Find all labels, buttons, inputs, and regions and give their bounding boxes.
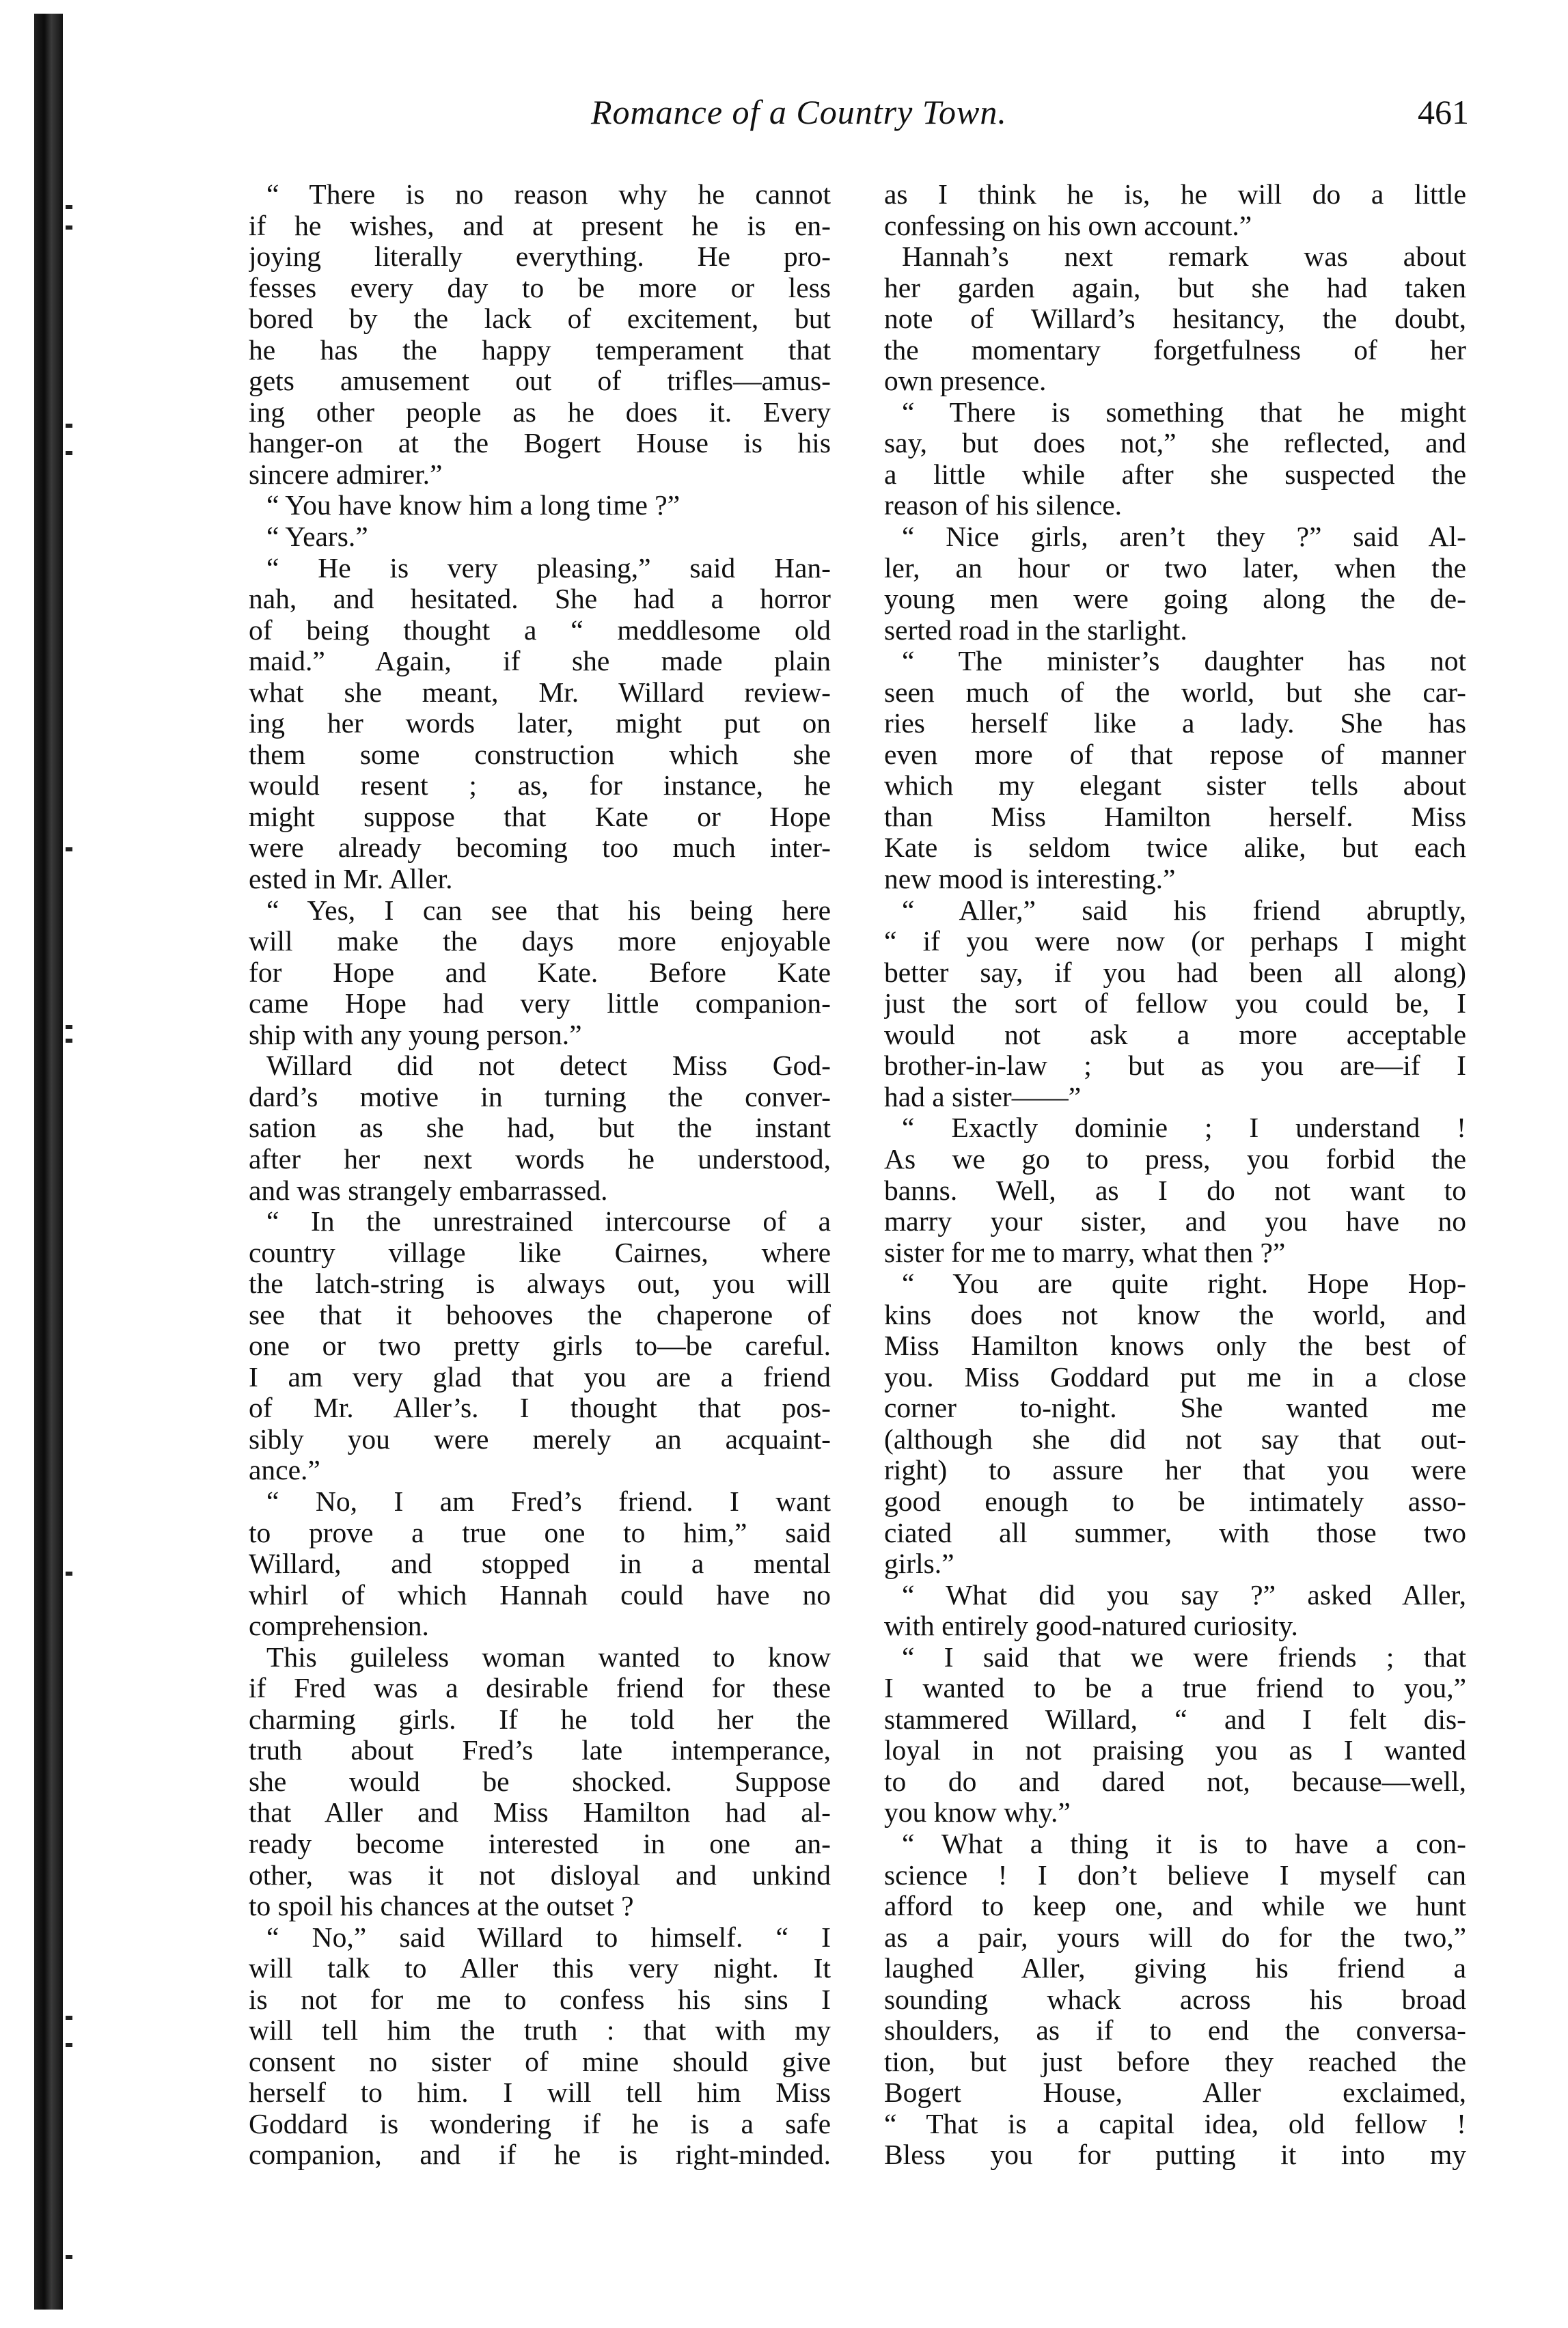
text-line: will tell him the truth : that with my bbox=[249, 2015, 831, 2046]
text-line: “ Years.” bbox=[266, 521, 368, 553]
text-line: a little while after she suspected the bbox=[884, 458, 1466, 490]
text-line: “ if you were now (or perhaps I might bbox=[884, 926, 1466, 957]
text-line: companion, and if he is right-minded. bbox=[249, 2139, 831, 2171]
text-line: shoulders, as if to end the conversa- bbox=[884, 2015, 1466, 2046]
text-line: Bless you for putting it into my bbox=[884, 2139, 1466, 2171]
text-line: confessing on his own account.” bbox=[884, 210, 1252, 241]
text-line: and was strangely embarrassed. bbox=[249, 1175, 608, 1206]
text-line: serted road in the starlight. bbox=[884, 614, 1187, 646]
text-line: sounding whack across his broad bbox=[884, 1984, 1466, 2015]
text-line: brother-in-law ; but as you are—if I bbox=[884, 1050, 1466, 1082]
text-line: (although she did not say that out- bbox=[884, 1423, 1466, 1455]
text-line: will talk to Aller this very night. It bbox=[249, 1953, 831, 1984]
running-header bbox=[246, 92, 1469, 140]
text-line: “ You are quite right. Hope Hop- bbox=[902, 1268, 1466, 1300]
text-line: sation as she had, but the instant bbox=[249, 1112, 831, 1144]
text-line: own presence. bbox=[884, 366, 1047, 397]
text-line: which my elegant sister tells about bbox=[884, 770, 1466, 802]
text-line: reason of his silence. bbox=[884, 490, 1123, 521]
text-line: This guileless woman wanted to know bbox=[266, 1641, 831, 1673]
text-line: fesses every day to be more or less bbox=[249, 272, 831, 303]
text-line: to spoil his chances at the outset ? bbox=[249, 1891, 634, 1922]
text-line: is not for me to confess his sins I bbox=[249, 1984, 831, 2015]
binding-speck bbox=[66, 847, 72, 851]
binding-speck bbox=[66, 424, 72, 428]
text-line: “ What did you say ?” asked Aller, bbox=[902, 1579, 1466, 1611]
text-line: “ Nice girls, aren’t they ?” said Al- bbox=[902, 521, 1466, 553]
binding-speck bbox=[66, 451, 72, 455]
text-line: new mood is interesting.” bbox=[884, 864, 1176, 895]
text-line: ready become interested in one an- bbox=[249, 1828, 831, 1859]
binding-speck bbox=[66, 225, 72, 230]
text-line: might suppose that Kate or Hope bbox=[249, 801, 831, 832]
text-line: dard’s motive in turning the conver- bbox=[249, 1081, 831, 1112]
text-line: ler, an hour or two later, when the bbox=[884, 552, 1466, 584]
text-line: see that it behooves the chaperone of bbox=[249, 1299, 831, 1330]
text-line: her garden again, but she had taken bbox=[884, 272, 1466, 303]
text-line: country village like Cairnes, where bbox=[249, 1237, 831, 1268]
text-line: “ Exactly dominie ; I understand ! bbox=[902, 1112, 1466, 1144]
text-line: sibly you were merely an acquaint- bbox=[249, 1423, 831, 1455]
text-line: say, but does not,” she reflected, and bbox=[884, 428, 1466, 459]
text-line: ing her words later, might put on bbox=[249, 708, 831, 739]
text-line: Bogert House, Aller exclaimed, bbox=[884, 2077, 1466, 2109]
text-line: maid.” Again, if she made plain bbox=[249, 646, 831, 677]
text-line: girls.” bbox=[884, 1548, 954, 1580]
text-line: ciated all summer, with those two bbox=[884, 1517, 1466, 1548]
text-line: even more of that repose of manner bbox=[884, 739, 1466, 770]
text-line: tion, but just before they reached the bbox=[884, 2046, 1466, 2077]
text-line: afford to keep one, and while we hunt bbox=[884, 1891, 1466, 1922]
text-line: you know why.” bbox=[884, 1797, 1071, 1829]
text-line: As we go to press, you forbid the bbox=[884, 1143, 1466, 1175]
text-line: ship with any young person.” bbox=[249, 1019, 582, 1050]
text-line: nah, and hesitated. She had a horror bbox=[249, 584, 831, 615]
text-line: Willard did not detect Miss God- bbox=[266, 1050, 831, 1082]
text-line: laughed Aller, giving his friend a bbox=[884, 1953, 1466, 1984]
text-line: seen much of the world, but she car- bbox=[884, 676, 1466, 708]
text-line: “ What a thing it is to have a con- bbox=[902, 1828, 1466, 1859]
text-line: were already becoming too much inter- bbox=[249, 832, 831, 864]
text-line: Kate is seldom twice alike, but each bbox=[884, 832, 1466, 864]
text-line: “ No,” said Willard to himself. “ I bbox=[266, 1921, 831, 1953]
text-line: “ Yes, I can see that his being here bbox=[266, 894, 831, 926]
text-line: just the sort of fellow you could be, I bbox=[884, 988, 1466, 1019]
text-line: as a pair, yours will do for the two,” bbox=[884, 1921, 1466, 1953]
text-line: the momentary forgetfulness of her bbox=[884, 334, 1466, 366]
text-line: gets amusement out of trifles—amus- bbox=[249, 366, 831, 397]
text-line: charming girls. If he told her the bbox=[249, 1703, 831, 1735]
text-line: young men were going along the de- bbox=[884, 584, 1466, 615]
text-line: one or two pretty girls to—be careful. bbox=[249, 1330, 831, 1362]
text-line: would resent ; as, for instance, he bbox=[249, 770, 831, 802]
text-line: sincere admirer.” bbox=[249, 458, 443, 490]
text-line: to prove a true one to him,” said bbox=[249, 1517, 831, 1548]
text-line: consent no sister of mine should give bbox=[249, 2046, 831, 2077]
text-line: “ I said that we were friends ; that bbox=[902, 1641, 1466, 1673]
text-line: Miss Hamilton knows only the best of bbox=[884, 1330, 1466, 1362]
text-line: better say, if you had been all along) bbox=[884, 957, 1466, 988]
text-line: he has the happy temperament that bbox=[249, 334, 831, 366]
text-line: she would be shocked. Suppose bbox=[249, 1766, 831, 1797]
text-line: will make the days more enjoyable bbox=[249, 926, 831, 957]
text-line: Goddard is wondering if he is a safe bbox=[249, 2108, 831, 2139]
text-line: “ There is something that he might bbox=[902, 396, 1466, 428]
text-line: truth about Fred’s late intemperance, bbox=[249, 1735, 831, 1766]
text-line: you. Miss Goddard put me in a close bbox=[884, 1361, 1466, 1393]
text-line: than Miss Hamilton herself. Miss bbox=[884, 801, 1466, 832]
text-line: comprehension. bbox=[249, 1611, 429, 1642]
text-line: what she meant, Mr. Willard review- bbox=[249, 676, 831, 708]
text-line: to do and dared not, because—well, bbox=[884, 1766, 1466, 1797]
text-line: of being thought a “ meddlesome old bbox=[249, 614, 831, 646]
text-line: loyal in not praising you as I wanted bbox=[884, 1735, 1466, 1766]
binding-speck bbox=[66, 2016, 72, 2020]
text-line: ries herself like a lady. She has bbox=[884, 708, 1466, 739]
text-line: if he wishes, and at present he is en- bbox=[249, 210, 831, 241]
text-line: whirl of which Hannah could have no bbox=[249, 1579, 831, 1611]
text-line: joying literally everything. He pro- bbox=[249, 241, 831, 273]
text-line: if Fred was a desirable friend for these bbox=[249, 1673, 831, 1704]
page-number: 461 bbox=[1418, 93, 1469, 131]
text-line: herself to him. I will tell him Miss bbox=[249, 2077, 831, 2109]
text-line: ested in Mr. Aller. bbox=[249, 864, 453, 895]
text-line: note of Willard’s hesitancy, the doubt, bbox=[884, 303, 1466, 335]
text-line: “ There is no reason why he cannot bbox=[266, 179, 831, 210]
text-line: the latch-string is always out, you will bbox=[249, 1268, 831, 1300]
text-line: I am very glad that you are a friend bbox=[249, 1361, 831, 1393]
text-line: of Mr. Aller’s. I thought that pos- bbox=[249, 1393, 831, 1424]
binding-speck bbox=[66, 205, 72, 209]
text-line: good enough to be intimately asso- bbox=[884, 1485, 1466, 1517]
text-line: “ The minister’s daughter has not bbox=[902, 646, 1466, 677]
text-line: them some construction which she bbox=[249, 739, 831, 770]
text-line: “ No, I am Fred’s friend. I want bbox=[266, 1485, 831, 1517]
text-line: science ! I don’t believe I myself can bbox=[884, 1859, 1466, 1891]
text-line: “ He is very pleasing,” said Han- bbox=[266, 552, 831, 584]
text-line: kins does not know the world, and bbox=[884, 1299, 1466, 1330]
text-line: Hannah’s next remark was about bbox=[902, 241, 1466, 273]
text-line: sister for me to marry, what then ?” bbox=[884, 1237, 1286, 1268]
text-line: hanger-on at the Bogert House is his bbox=[249, 428, 831, 459]
text-line: Willard, and stopped in a mental bbox=[249, 1548, 831, 1580]
text-line: corner to-night. She wanted me bbox=[884, 1393, 1466, 1424]
text-line: marry your sister, and you have no bbox=[884, 1206, 1466, 1237]
running-title: Romance of a Country Town. bbox=[591, 93, 1007, 131]
binding-speck bbox=[66, 1572, 72, 1576]
page-binding-edge bbox=[34, 14, 63, 2310]
text-line: that Aller and Miss Hamilton had al- bbox=[249, 1797, 831, 1829]
text-line: ance.” bbox=[249, 1455, 320, 1486]
text-line: would not ask a more acceptable bbox=[884, 1019, 1466, 1050]
text-line: stammered Willard, “ and I felt dis- bbox=[884, 1703, 1466, 1735]
text-line: had a sister——” bbox=[884, 1081, 1082, 1112]
text-line: “ In the unrestrained intercourse of a bbox=[266, 1206, 831, 1237]
text-line: after her next words he understood, bbox=[249, 1143, 831, 1175]
right-text-column bbox=[884, 179, 1466, 2171]
text-line: “ Aller,” said his friend abruptly, bbox=[902, 894, 1466, 926]
text-line: for Hope and Kate. Before Kate bbox=[249, 957, 831, 988]
text-line: “ You have know him a long time ?” bbox=[266, 490, 680, 521]
text-line: banns. Well, as I do not want to bbox=[884, 1175, 1466, 1206]
left-text-column bbox=[249, 179, 831, 2171]
text-line: as I think he is, he will do a little bbox=[884, 179, 1466, 210]
binding-speck bbox=[66, 1039, 72, 1043]
binding-speck bbox=[66, 2043, 72, 2047]
binding-speck bbox=[66, 1025, 72, 1029]
text-line: ing other people as he does it. Every bbox=[249, 396, 831, 428]
text-line: other, was it not disloyal and unkind bbox=[249, 1859, 831, 1891]
text-line: “ That is a capital idea, old fellow ! bbox=[884, 2108, 1466, 2139]
text-line: bored by the lack of excitement, but bbox=[249, 303, 831, 335]
text-line: came Hope had very little companion- bbox=[249, 988, 831, 1019]
text-line: right) to assure her that you were bbox=[884, 1455, 1466, 1486]
text-line: with entirely good-natured curiosity. bbox=[884, 1611, 1298, 1642]
binding-speck bbox=[66, 2255, 72, 2259]
text-line: I wanted to be a true friend to you,” bbox=[884, 1673, 1466, 1704]
